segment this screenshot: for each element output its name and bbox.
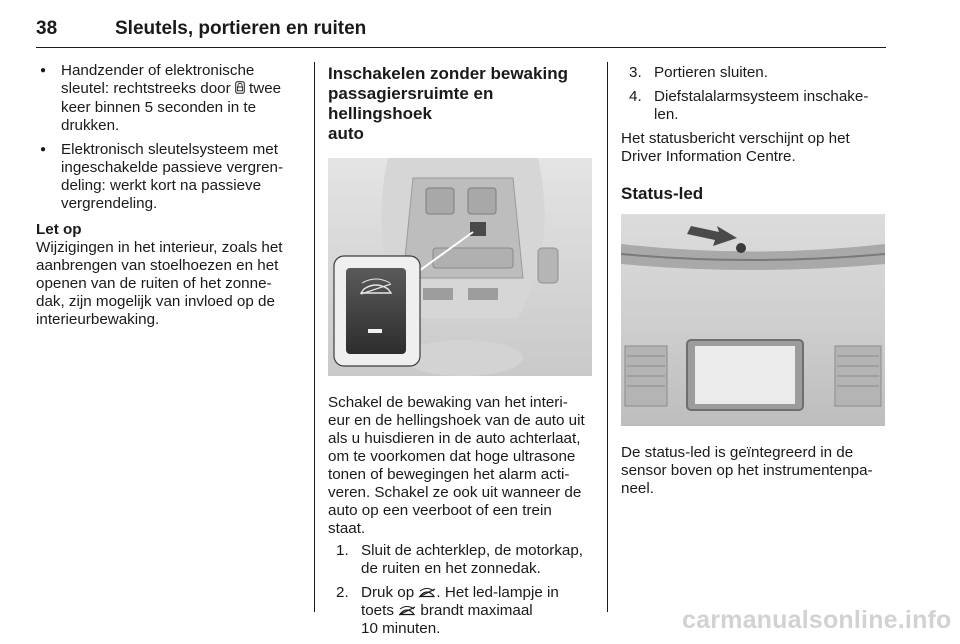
note-title: Let op — [36, 221, 82, 238]
lock-icon — [235, 82, 249, 97]
overhead-console-illustration — [328, 158, 592, 376]
bullet-list — [36, 62, 302, 213]
column-3 — [621, 62, 887, 498]
header-rule — [36, 47, 886, 48]
step-item: 3. Portieren sluiten. — [629, 64, 768, 81]
car-sensor-icon — [398, 602, 416, 619]
column-divider-1 — [314, 62, 315, 612]
status-led-illustration — [621, 214, 885, 426]
bullet-item: ● Handzender of elektronische sleutel: rechtstreeks door twee keer binnen 5 seconden in te drukken. — [36, 62, 302, 135]
step-item: 4. Diefstalalarmsysteem inschake- len. — [629, 88, 869, 123]
section-heading: Inschakelen zonder bewaking passagiersruimte en hellingshoek auto — [328, 64, 568, 143]
page-header — [36, 10, 886, 48]
status-led-text: De status-led is geïntegreerd in de sensor boven op het instrumentenpa- neel. — [621, 444, 873, 497]
step-list — [336, 542, 594, 638]
column-divider-2 — [607, 62, 608, 612]
step-item: 1. Sluit de achterklep, de motorkap, de ruiten en het zonnedak. — [336, 542, 584, 577]
chapter-title: Sleutels, portieren en ruiten — [115, 18, 367, 39]
step-item: 2. Druk op . Het led-lampje in toets brandt maximaal 10 minuten. — [336, 584, 559, 637]
column-1 — [36, 62, 302, 329]
section-heading: Status-led — [621, 184, 704, 203]
watermark: carmanualsonline.info — [682, 606, 952, 634]
status-message-text: Het statusbericht verschijnt op het Driver Information Centre. — [621, 130, 850, 165]
body-text: Schakel de bewaking van het interi- eur en de hellingshoek van de auto uit als u huisdieren in de auto achterlaat, om te voorkomen dat hoge ultrasone tonen of bewegingen het alarm acti- veren. Schakel ze ook uit wanneer de auto op een veerboot of een trein staat. — [328, 394, 585, 537]
column-2 — [328, 62, 594, 644]
page-number: 38 — [36, 18, 58, 39]
note-text: Wijzigingen in het interieur, zoals het aanbrengen van stoelhoezen en het openen van de ruiten of het zonne- dak, zijn mogelijk van invloed op de interieurbewaking. — [36, 239, 283, 328]
bullet-item: ● Elektronisch sleutelsysteem met ingeschakelde passieve vergren- deling: werkt kort na passieve vergrendeling. — [36, 141, 302, 213]
step-list — [629, 64, 887, 124]
car-sensor-icon — [418, 584, 436, 601]
